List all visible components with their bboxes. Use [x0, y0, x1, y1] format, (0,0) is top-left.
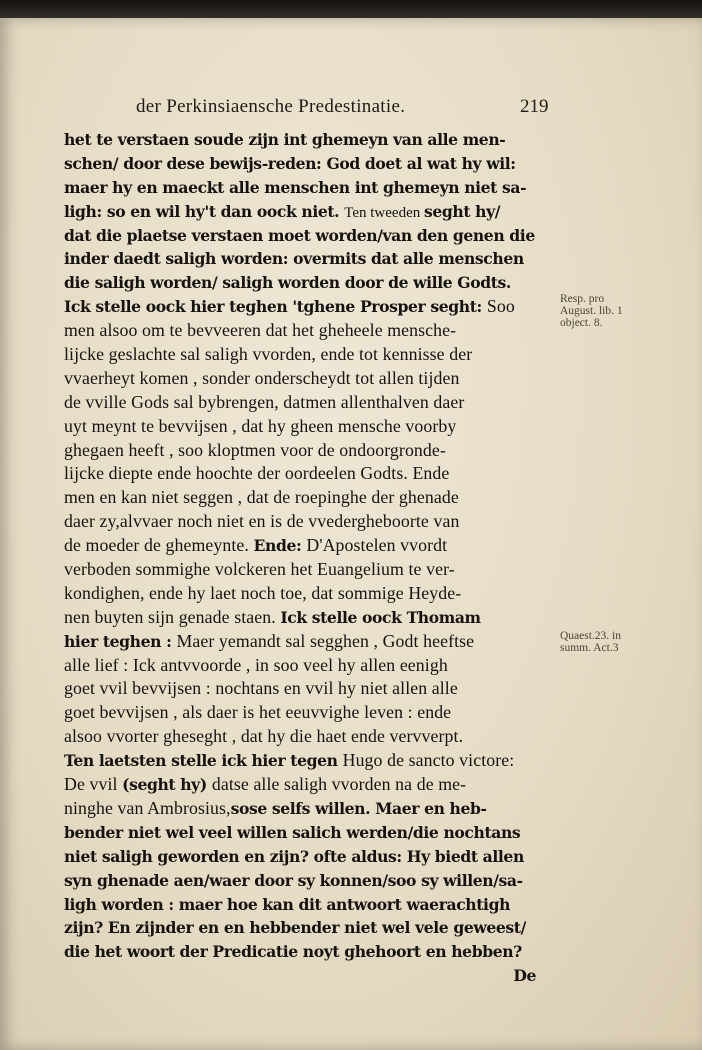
blackletter-segment: zijn? En zijnder en en hebbender niet wel vele geweest/: [64, 918, 526, 938]
text-line: [64, 295, 556, 319]
roman-segment: goet bevvijsen , als daer is het eeuvvighe leven : ende: [64, 702, 452, 723]
page-number: 219: [520, 96, 549, 117]
text-line: [64, 725, 556, 749]
text-line: [64, 677, 556, 701]
text-line: [64, 797, 556, 821]
text-line: [64, 534, 556, 558]
blackletter-segment: Ick stelle oock hier teghen 'tghene Prosper seght:: [64, 297, 487, 317]
blackletter-segment: niet saligh geworden en zijn? ofte aldus: Hy biedt allen: [64, 846, 524, 866]
roman-segment: datse alle saligh vvorden na de me-: [211, 774, 467, 795]
catchword: De: [513, 966, 536, 986]
roman-segment: de vville Gods sal bybrengen, datmen allenthalven daer: [64, 391, 465, 412]
roman-segment: vvaerheyt komen , sonder onderscheydt tot allen tijden: [64, 367, 460, 388]
blackletter-segment: syn ghenade aen/waer door sy konnen/soo sy willen/sa-: [64, 870, 523, 890]
text-line: [64, 176, 556, 200]
text-line: [64, 773, 556, 797]
blackletter-segment: die het woort der Predicatie noyt ghehoort en hebben?: [64, 942, 522, 962]
blackletter-segment: ligh worden : maer hoe kan dit antwoort waerachtigh: [64, 894, 511, 914]
text-line: [64, 582, 556, 606]
roman-segment: uyt meynt te bevvijsen , dat hy gheen mensche voorby: [64, 415, 457, 436]
text-line: [64, 558, 556, 582]
margin-note-1: [560, 293, 670, 329]
margin-note-line: August. lib. 1: [560, 305, 623, 317]
text-line: [64, 439, 556, 463]
margin-note-line: object. 8.: [560, 317, 603, 329]
roman-segment: Soo: [486, 296, 515, 317]
text-line: [64, 845, 556, 869]
roman-segment: daer zy,alvvaer noch niet en is de vvedergheboorte van: [64, 511, 460, 532]
roman-segment: De vvil: [64, 774, 123, 795]
roman-segment: nen buyten sijn genade staen.: [64, 606, 281, 627]
roman-segment: Maer yemandt sal segghen , Godt heeftse: [176, 630, 475, 651]
text-line: [64, 606, 556, 630]
blackletter-segment: dat die plaetse verstaen moet worden/van den genen die: [64, 225, 535, 245]
blackletter-segment: bender niet wel veel willen salich werden/die nochtans: [64, 822, 521, 842]
text-line: [64, 940, 556, 964]
margin-note-line: Quaest.23. in: [560, 630, 622, 642]
text-line: [64, 224, 556, 248]
text-line: [64, 367, 556, 391]
text-line: [64, 415, 556, 439]
blackletter-segment: sose selfs willen. Maer en heb-: [230, 798, 487, 818]
roman-segment: ninghe van Ambrosius,: [64, 797, 231, 818]
roman-segment: alle lief : Ick antvvoorde , in soo veel hy allen eenigh: [64, 654, 448, 675]
text-line: [64, 869, 556, 893]
text-line: [64, 749, 556, 773]
text-line: [64, 893, 556, 917]
margin-note-2: [560, 630, 670, 654]
roman-segment: ghegaen heeft , soo kloptmen voor de ondoorgronde-: [64, 439, 446, 460]
blackletter-segment: die saligh worden/ saligh worden door de wille Godts.: [64, 273, 511, 293]
text-line: [64, 630, 556, 654]
blackletter-segment: inder daedt saligh worden: overmits dat alle menschen: [64, 249, 524, 269]
roman-segment: goet vvil bevvijsen : nochtans en vvil hy niet allen alle: [64, 678, 458, 699]
blackletter-segment: Ick stelle oock Thomam: [280, 607, 481, 627]
roman-segment: men en kan niet seggen , dat de roepinghe der ghenade: [64, 487, 459, 508]
roman-segment: Hugo de sancto victore:: [342, 750, 515, 771]
running-head: der Perkinsiaensche Predestinatie.: [136, 96, 406, 117]
body-text: [64, 128, 556, 988]
roman-segment: Ten tweeden: [344, 204, 424, 221]
blackletter-segment: Ten laetsten stelle ick hier tegen: [64, 751, 343, 771]
text-line: [64, 271, 556, 295]
blackletter-segment: hier teghen :: [64, 631, 177, 651]
roman-segment: lijcke diepte ende hoochte der oordeelen Godts. Ende: [64, 463, 450, 484]
roman-segment: de moeder de ghemeynte.: [64, 535, 254, 556]
blackletter-segment: ligh: so en wil hy't dan oock niet.: [64, 201, 345, 221]
blackletter-segment: Ende:: [253, 536, 307, 556]
text-line: [64, 916, 556, 940]
text-line: [64, 319, 556, 343]
text-line: [64, 654, 556, 678]
roman-segment: lijcke geslachte sal saligh vvorden, ende tot kennisse der: [64, 344, 473, 365]
text-line: [64, 343, 556, 367]
blackletter-segment: schen/ door dese bewijs-reden: God doet al wat hy wil:: [64, 153, 516, 173]
blackletter-segment: maer hy en maeckt alle menschen int ghemeyn niet sa-: [64, 177, 527, 197]
roman-segment: kondighen, ende hy laet noch toe, dat sommige Heyde-: [64, 582, 462, 603]
margin-note-line: Resp. pro: [560, 293, 605, 305]
text-line: [64, 152, 556, 176]
margin-note-line: summ. Act.3: [560, 642, 619, 654]
book-page: [0, 18, 702, 1050]
blackletter-segment: het te verstaen soude zijn int ghemeyn van alle men-: [64, 130, 506, 149]
roman-segment: verboden sommighe volckeren het Euangelium te ver-: [64, 559, 455, 580]
text-line: [64, 701, 556, 725]
text-line: [64, 486, 556, 510]
roman-segment: men alsoo om te bevveeren dat het gheheele mensche-: [64, 320, 457, 341]
text-line: [64, 510, 556, 534]
text-line: [64, 247, 556, 271]
blackletter-segment: (seght hy): [122, 775, 212, 795]
roman-segment: alsoo vvorter gheseght , dat hy die haet ende vervverpt.: [64, 726, 464, 747]
roman-segment: D'Apostelen vvordt: [306, 535, 448, 556]
catchword-line: [64, 964, 556, 988]
text-line: [64, 462, 556, 486]
text-line: [64, 821, 556, 845]
page-header: [0, 96, 702, 122]
blackletter-segment: seght hy/: [423, 201, 501, 221]
text-line: [64, 128, 556, 152]
text-line: [64, 200, 556, 224]
text-line: [64, 391, 556, 415]
